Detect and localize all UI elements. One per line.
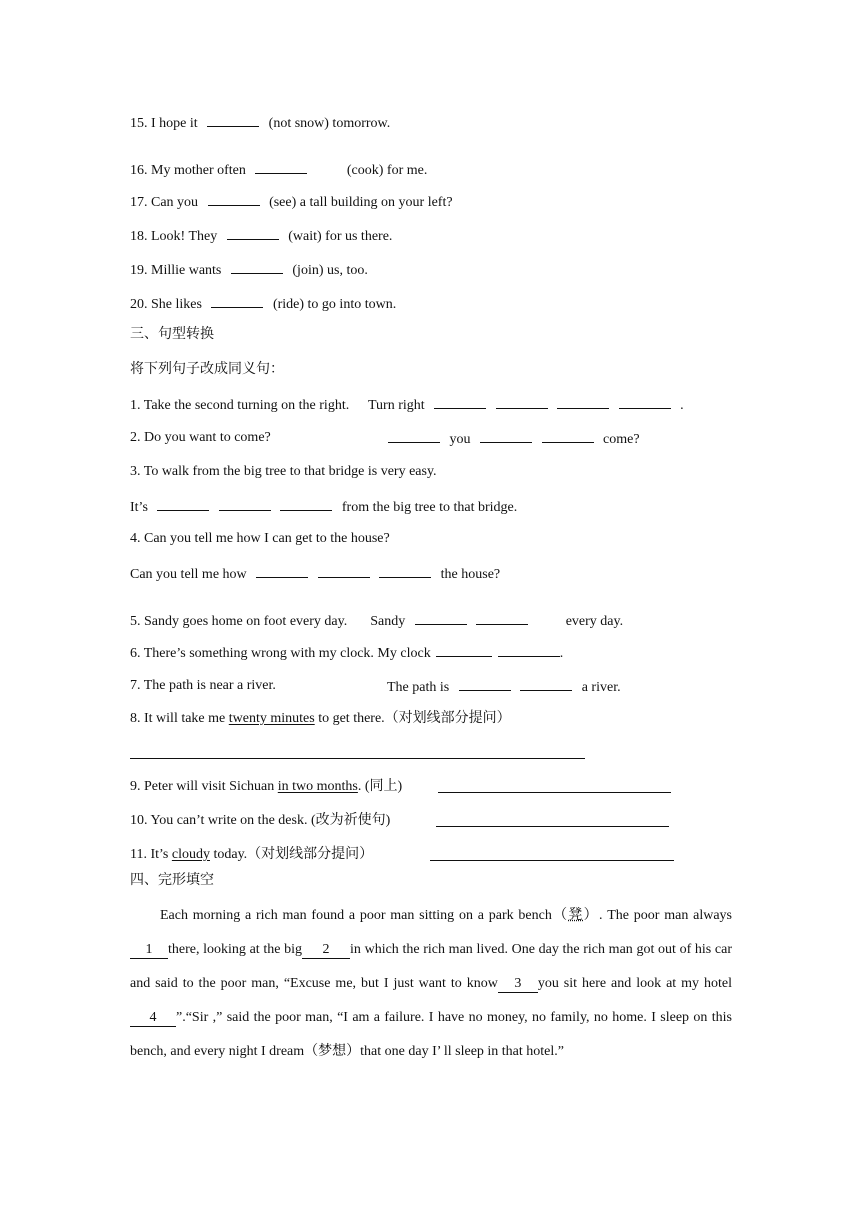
rewrite-q5 [130,611,623,631]
rewrite-q3-answer [130,497,517,517]
question-text: Millie wants [151,263,222,278]
answer-line[interactable] [130,758,585,759]
rewrite-q3: 3. To walk from the big tree to that bridge is very easy. [130,464,437,479]
question-number: 17. [130,195,148,210]
question-text: 5. Sandy goes home on foot every day. [130,614,348,629]
answer-blank[interactable] [211,294,263,308]
rewrite-q9 [130,778,402,796]
rewrite-q7 [130,677,276,695]
rewrite-q4-answer [130,564,500,584]
rewrite-start: Turn right [367,398,425,413]
answer-blank[interactable] [231,260,283,274]
question-text: 8. It will take me [130,711,226,726]
answer-blank[interactable] [379,564,431,578]
rewrite-q8 [130,710,511,728]
question-18 [130,226,392,246]
answer-blank[interactable] [557,395,609,409]
verb-hint: (not snow) tomorrow. [268,116,391,131]
rewrite-q4: 4. Can you tell me how I can get to the house? [130,531,390,546]
question-text: I hope it [151,116,198,131]
question-number: 20. [130,297,148,312]
answer-blank[interactable] [436,643,492,657]
cloze-blank-2[interactable]: 2 [302,942,350,959]
answer-blank[interactable] [388,429,440,443]
answer-blank[interactable] [256,564,308,578]
answer-blank[interactable] [207,113,259,127]
question-text: 7. The path is near a river. [130,678,276,693]
cloze-blank-3[interactable]: 3 [498,976,538,993]
rewrite-end: . [680,398,684,413]
cloze-blank-1[interactable]: 1 [130,942,168,959]
answer-blank[interactable] [318,564,370,578]
rewrite-q11 [130,846,373,864]
question-instruction: to get there.（对划线部分提问） [318,711,511,726]
question-number: 16. [130,163,148,178]
answer-blank[interactable] [434,395,486,409]
question-text: 2. Do you want to come? [130,430,271,445]
question-15 [130,113,390,133]
rewrite-end: from the big tree to that bridge. [341,500,518,515]
section-heading-4: 四、完形填空 [130,873,214,888]
question-16 [130,160,427,180]
question-17 [130,192,453,212]
answer-blank[interactable] [520,677,572,691]
passage-text: ）. The poor man always [583,908,732,923]
passage-text: you sit here and look at my hotel [537,976,732,991]
rewrite-q6 [130,643,563,663]
rewrite-end: the house? [440,567,501,582]
question-text: 11. It’s [130,847,169,862]
section-heading-3: 三、句型转换 [130,327,214,342]
passage-gloss: 凳 [568,908,584,923]
rewrite-end: every day. [565,614,624,629]
passage-text: Each morning a rich man found a poor man sitting on a park bench（ [160,908,569,923]
rewrite-end: a river. [581,680,621,695]
question-text: My mother often [151,163,246,178]
answer-blank[interactable] [227,226,279,240]
verb-hint: (wait) for us there. [288,229,393,244]
rewrite-q7-answer [387,677,621,697]
answer-blank[interactable] [480,429,532,443]
passage-text: in which the rich man lived. One day the rich man got out of his car and said to the poor man, “Excuse me, but I just want to know [130,942,732,991]
verb-hint: (ride) to go into town. [272,297,397,312]
verb-hint: (see) a tall building on your left? [269,195,453,210]
rewrite-q2-answer [388,429,640,449]
question-20 [130,294,396,314]
answer-blank[interactable] [255,160,307,174]
rewrite-word: come? [603,432,640,447]
rewrite-word: you [449,432,471,447]
underlined-phrase: in two months [277,779,358,794]
answer-blank[interactable] [280,497,332,511]
answer-blank[interactable] [208,192,260,206]
question-instruction: . (同上) [357,779,403,794]
rewrite-q1 [130,395,684,415]
rewrite-start: The path is [387,680,450,695]
question-text: 1. Take the second turning on the right. [130,398,350,413]
answer-line[interactable] [436,826,669,827]
question-text: Can you [151,195,199,210]
question-number: 15. [130,116,148,131]
cloze-passage [130,899,732,1069]
rewrite-start: Sandy [370,614,406,629]
answer-line[interactable] [438,792,671,793]
answer-line[interactable] [430,860,674,861]
question-text: 9. Peter will visit Sichuan [130,779,275,794]
question-19 [130,260,368,280]
question-number: 18. [130,229,148,244]
answer-blank[interactable] [619,395,671,409]
rewrite-start: Can you tell me how [130,567,247,582]
section-instruction: 将下列句子改成同义句： [130,362,284,377]
answer-blank[interactable] [415,611,467,625]
question-text: Look! They [151,229,218,244]
answer-blank[interactable] [476,611,528,625]
answer-blank[interactable] [498,643,560,657]
passage-text: ”.“Sir ,” said the poor man, “I am a failure. I have no money, no family, no home. I sleep on this bench, and every night I dream（梦想）that one day I’ ll sleep in that hotel.” [130,1010,732,1059]
passage-text: there, looking at the big [168,942,303,957]
rewrite-q2 [130,429,271,447]
underlined-phrase: twenty minutes [228,711,315,726]
rewrite-end: . [559,646,564,661]
answer-blank[interactable] [219,497,271,511]
rewrite-q10: 10. You can’t write on the desk. (改为祈使句) [130,813,391,828]
verb-hint: (cook) for me. [346,163,428,178]
cloze-blank-4[interactable]: 4 [130,1010,176,1027]
question-text: She likes [151,297,202,312]
question-instruction: today.（对划线部分提问） [213,847,374,862]
answer-blank[interactable] [157,497,209,511]
question-number: 19. [130,263,148,278]
answer-blank[interactable] [459,677,511,691]
answer-blank[interactable] [496,395,548,409]
underlined-phrase: cloudy [171,847,210,862]
answer-blank[interactable] [542,429,594,443]
rewrite-start: It’s [130,500,148,515]
question-text: 6. There’s something wrong with my clock. My clock [130,646,431,661]
verb-hint: (join) us, too. [292,263,368,278]
